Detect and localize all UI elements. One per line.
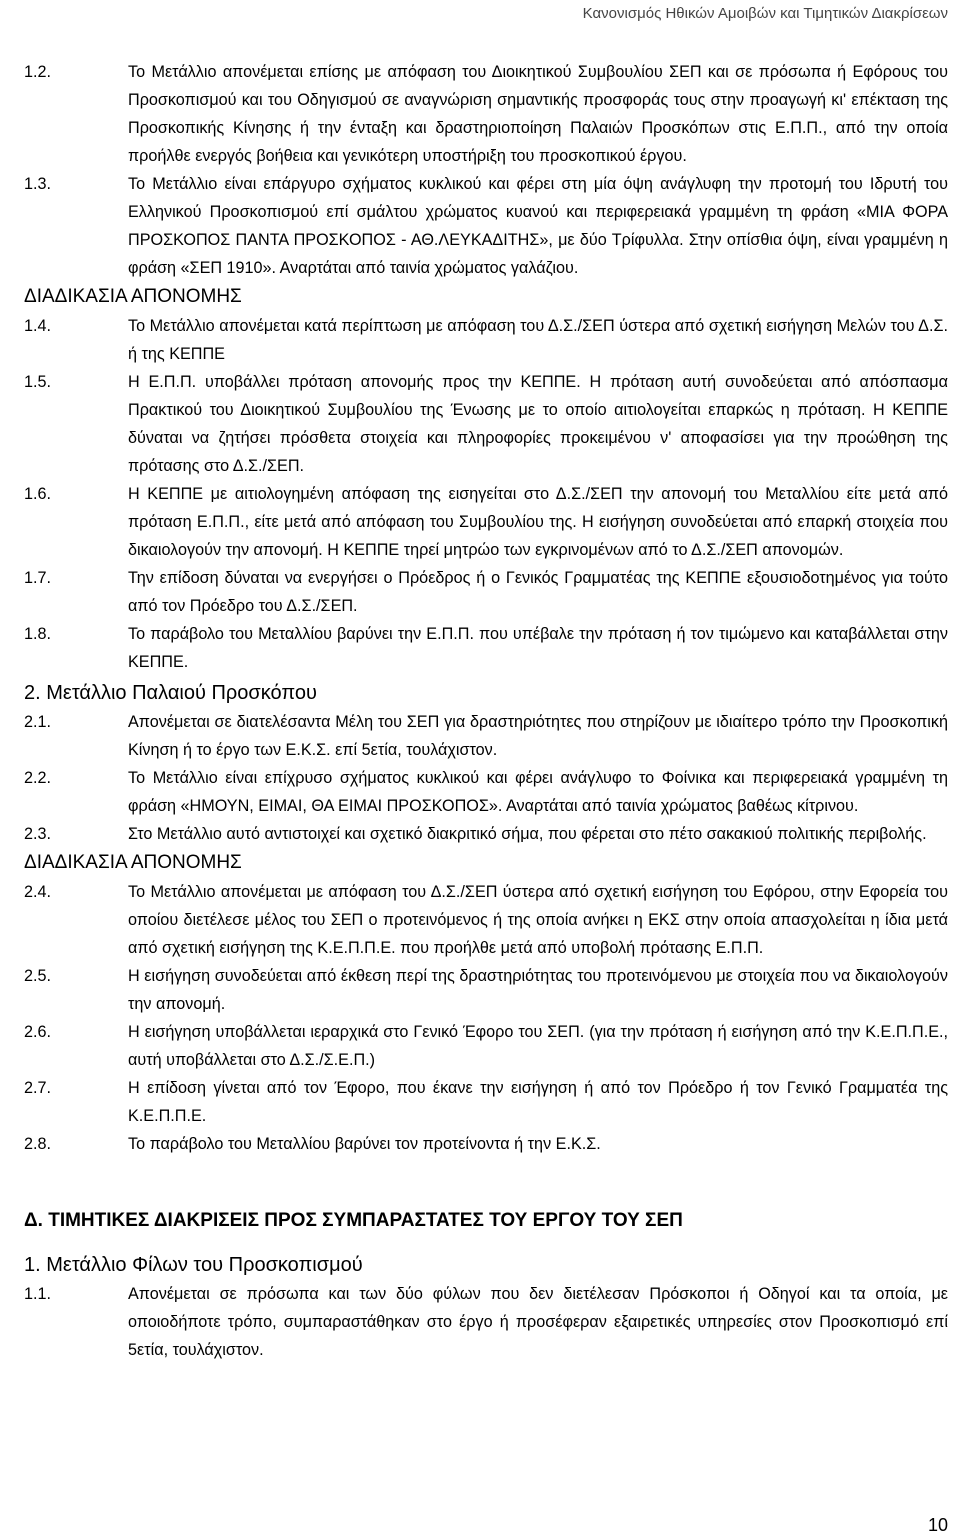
clause-number: 2.6. [24, 1023, 52, 1041]
clause-number: 1.6. [24, 485, 52, 503]
clause-1-6 [24, 480, 948, 564]
clause-text: Το παράβολο του Μεταλλίου βαρύνει την Ε.Π.Π. που υπέβαλε την πρόταση ή τον τιμώμενο και καταβάλλεται στην ΚΕΠΠΕ. [128, 625, 948, 671]
clause-list [24, 708, 948, 848]
clause-2-7 [24, 1074, 948, 1130]
clause-number: 2.2. [24, 769, 52, 787]
clause-text: Το Μετάλλιο απονέμεται κατά περίπτωση με απόφαση του Δ.Σ./ΣΕΠ ύστερα από σχετική εισήγηση Μελών του Δ.Σ. ή της ΚΕΠΠΕ [128, 317, 948, 363]
clause-d-1-1 [24, 1280, 948, 1364]
clause-text: Το Μετάλλιο απονέμεται επίσης με απόφαση του Διοικητικού Συμβουλίου ΣΕΠ και σε πρόσωπα ή Εφόρους του Προσκοπισμού και του Οδηγισμού σε αναγνώριση σημαντικής προσφοράς τους στην προαγωγή κι' επέκταση της Προσκοπικής Κίνησης ή την ένταξη και δραστηριοποίηση Παλαιών Προσκόπων στις Ε.Π.Π., από την οποία προήλθε ενεργός βοήθεια και γενικότερη υποστήριξη του προσκοπικού έργου. [128, 63, 948, 165]
clause-text: Η ΚΕΠΠΕ με αιτιολογημένη απόφαση της εισηγείται στο Δ.Σ./ΣΕΠ την απονομή του Μεταλλίου είτε μετά από πρόταση Ε.Π.Π., είτε μετά από απόφαση του Συμβουλίου της. Η εισήγηση συνοδεύεται από επαρκή στοιχεία που δικαιολογούν την απονομή. Η ΚΕΠΠΕ τηρεί μητρώο των εγκρινομένων από το Δ.Σ./ΣΕΠ απονομών. [128, 485, 948, 559]
clause-text: Απονέμεται σε πρόσωπα και των δύο φύλων που δεν διετέλεσαν Πρόσκοποι ή Οδηγοί και τα οποία, με οποιοδήποτε τρόπο, συμπαραστάθηκαν στο έργο ή προσέφεραν εξαιρετικές υπηρεσίες στον Προσκοπισμό επί 5ετία, τουλάχιστον. [128, 1285, 948, 1359]
clause-text: Το Μετάλλιο είναι επίχρυσο σχήματος κυκλικού και φέρει ανάγλυφο το Φοίνικα και περιφερειακά γραμμένη τη φράση «ΗΜΟΥΝ, ΕΙΜΑΙ, ΘΑ ΕΙΜΑΙ ΠΡΟΣΚΟΠΟΣ». Αναρτάται από ταινία χρώματος βαθέως κίτρινου. [128, 769, 948, 815]
clause-list [24, 312, 948, 676]
clause-number: 2.8. [24, 1135, 52, 1153]
clause-text: Η επίδοση γίνεται από τον Έφορο, που έκανε την εισήγηση ή από τον Πρόεδρο ή τον Γενικό Γραμματέα της Κ.Ε.Π.Π.Ε. [128, 1079, 948, 1125]
clause-number: 2.4. [24, 883, 52, 901]
clause-2-8 [24, 1130, 948, 1158]
part-title: Δ. ΤΙΜΗΤΙΚΕΣ ΔΙΑΚΡΙΣΕΙΣ ΠΡΟΣ ΣΥΜΠΑΡΑΣΤΑΤΕΣ ΤΟΥ ΕΡΓΟΥ ΤΟΥ ΣΕΠ [24, 1210, 683, 1231]
procedure-heading: ΔΙΑΔΙΚΑΣΙΑ ΑΠΟΝΟΜΗΣ [24, 852, 242, 873]
clause-2-4 [24, 878, 948, 962]
clause-1-2 [24, 58, 948, 170]
procedure-heading: ΔΙΑΔΙΚΑΣΙΑ ΑΠΟΝΟΜΗΣ [24, 286, 242, 307]
clause-text: Απονέμεται σε διατελέσαντα Μέλη του ΣΕΠ για δραστηριότητες που στηρίζουν με ιδιαίτερο τρόπο την Προσκοπική Κίνηση ή το έργο των Ε.Κ.Σ. επί 5ετία, τουλάχιστον. [128, 713, 948, 759]
clause-list [24, 878, 948, 1158]
clause-1-5 [24, 368, 948, 480]
clause-text: Το παράβολο του Μεταλλίου βαρύνει τον προτείνοντα ή την Ε.Κ.Σ. [128, 1135, 601, 1153]
page-number: 10 [927, 1515, 948, 1535]
clause-text: Η Ε.Π.Π. υποβάλλει πρόταση απονομής προς την ΚΕΠΠΕ. Η πρόταση αυτή συνοδεύεται από απόσπασμα Πρακτικού του Διοικητικού Συμβουλίου της Ένωσης με το οποίο αιτιολογείται επαρκώς η πρόταση. Η ΚΕΠΠΕ δύναται να ζητήσει πρόσθετα στοιχεία και πληροφορίες προκειμένου ν' αποφασίσει για την προώθηση της πρότασης στο Δ.Σ./ΣΕΠ. [128, 373, 948, 475]
clause-number: 1.8. [24, 625, 52, 643]
clause-text: Η εισήγηση συνοδεύεται από έκθεση περί της δραστηριότητας του προτεινόμενου με στοιχεία που να δικαιολογούν την απονομή. [128, 967, 948, 1013]
clause-1-3 [24, 170, 948, 282]
clause-number: 1.4. [24, 317, 52, 335]
clause-2-6 [24, 1018, 948, 1074]
clause-number: 2.3. [24, 825, 52, 843]
clause-1-7 [24, 564, 948, 620]
clause-number: 2.5. [24, 967, 52, 985]
clause-number: 1.3. [24, 175, 52, 193]
clause-text: Η εισήγηση υποβάλλεται ιεραρχικά στο Γενικό Έφορο του ΣΕΠ. (για την πρόταση ή εισήγηση από την Κ.Ε.Π.Π.Ε., αυτή υποβάλλεται στο Δ.Σ./Σ.Ε.Π.) [128, 1023, 948, 1069]
clause-number: 2.7. [24, 1079, 52, 1097]
clause-number: 1.5. [24, 373, 52, 391]
clause-1-4 [24, 312, 948, 368]
clause-number: 1.2. [24, 63, 52, 81]
document-body [24, 58, 948, 1364]
clause-2-3 [24, 820, 948, 848]
section-heading: 1. Μετάλλιο Φίλων του Προσκοπισμού [24, 1254, 363, 1276]
clause-list [24, 58, 948, 282]
clause-list [24, 1280, 948, 1364]
running-header: Κανονισμός Ηθικών Αμοιβών και Τιμητικών Διακρίσεων [582, 5, 948, 22]
clause-2-1 [24, 708, 948, 764]
clause-1-8 [24, 620, 948, 676]
clause-text: Το Μετάλλιο είναι επάργυρο σχήματος κυκλικού και φέρει στη μία όψη ανάγλυφη την προτομή του Ιδρυτή του Ελληνικού Προσκοπισμού επί σμάλτου χρώματος κυανού και περιφερειακά γραμμένη τη φράση «ΜΙΑ ΦΟΡΑ ΠΡΟΣΚΟΠΟΣ ΠΑΝΤΑ ΠΡΟΣΚΟΠΟΣ - ΑΘ.ΛΕΥΚΑΔΙΤΗΣ», με δύο Τρίφυλλα. Στην οπίσθια όψη, είναι γραμμένη η φράση «ΣΕΠ 1910». Αναρτάται από ταινία χρώματος γαλάζιου. [128, 175, 948, 277]
clause-text: Στο Μετάλλιο αυτό αντιστοιχεί και σχετικό διακριτικό σήμα, που φέρεται στο πέτο σακακιού πολιτικής περιβολής. [128, 825, 927, 843]
clause-text: Την επίδοση δύναται να ενεργήσει ο Πρόεδρος ή ο Γενικός Γραμματέας της ΚΕΠΠΕ εξουσιοδοτημένος για τούτο από τον Πρόεδρο του Δ.Σ./ΣΕΠ. [128, 569, 948, 615]
clause-text: Το Μετάλλιο απονέμεται με απόφαση του Δ.Σ./ΣΕΠ ύστερα από σχετική εισήγηση του Εφόρου, στην Εφορεία του οποίου διετέλεσε μέλος του ΣΕΠ ο προτεινόμενος ή της οποία ανήκει η ΕΚΣ στην οποία απασχολείται η ίδια μετά από σχετική εισήγηση της Κ.Ε.Π.Π.Ε. που προήλθε μετά από υποβολή πρότασης Ε.Π.Π. [128, 883, 948, 957]
clause-number: 2.1. [24, 713, 52, 731]
clause-number: 1.1. [24, 1285, 52, 1303]
clause-number: 1.7. [24, 569, 52, 587]
section-heading: 2. Μετάλλιο Παλαιού Προσκόπου [24, 682, 317, 704]
clause-2-5 [24, 962, 948, 1018]
clause-2-2 [24, 764, 948, 820]
